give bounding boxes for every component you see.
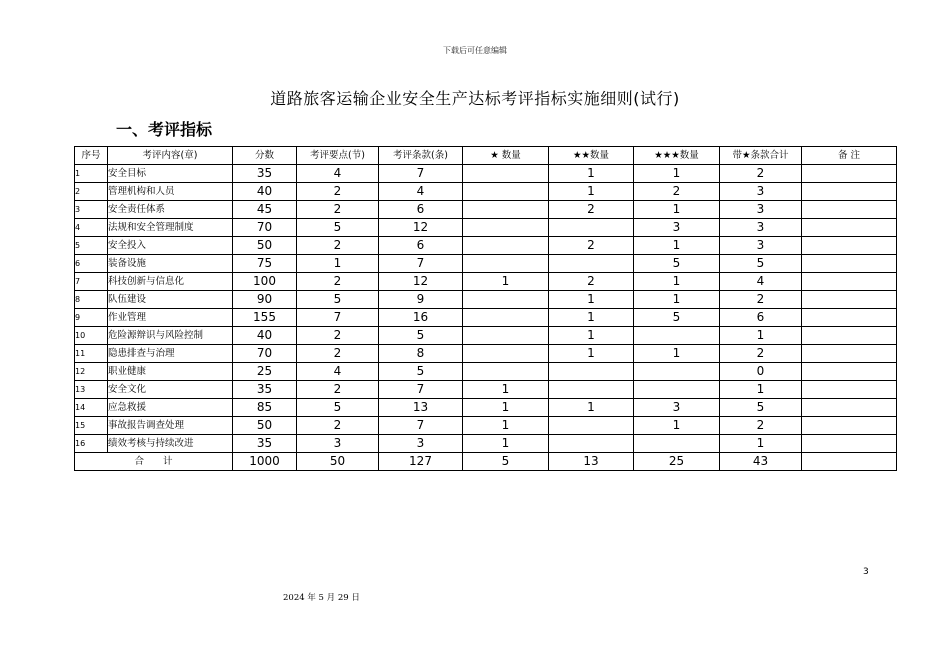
cell-s1 bbox=[463, 219, 549, 237]
cell-clauses: 6 bbox=[379, 201, 463, 219]
cell-s2 bbox=[549, 363, 634, 381]
cell-clauses: 8 bbox=[379, 345, 463, 363]
cell-total: 2 bbox=[720, 291, 802, 309]
cell-s1 bbox=[463, 327, 549, 345]
cell-note bbox=[802, 255, 897, 273]
cell-clauses: 12 bbox=[379, 273, 463, 291]
table-row bbox=[75, 201, 897, 219]
cell-total: 1 bbox=[720, 381, 802, 399]
cell-points: 2 bbox=[297, 237, 379, 255]
header-note: 下载后可任意编辑 bbox=[443, 46, 507, 55]
row-number: 14 bbox=[75, 399, 108, 417]
cell-score: 75 bbox=[233, 255, 297, 273]
cell-s2: 2 bbox=[549, 237, 634, 255]
cell-points: 4 bbox=[297, 165, 379, 183]
cell-s3: 1 bbox=[634, 165, 720, 183]
total-note bbox=[802, 453, 897, 471]
total-label: 合 计 bbox=[75, 453, 233, 471]
cell-s1: 1 bbox=[463, 417, 549, 435]
cell-s2: 1 bbox=[549, 327, 634, 345]
cell-note bbox=[802, 345, 897, 363]
cell-total: 1 bbox=[720, 435, 802, 453]
cell-note bbox=[802, 273, 897, 291]
table-row bbox=[75, 165, 897, 183]
row-content-name: 队伍建设 bbox=[108, 291, 233, 309]
cell-s2: 1 bbox=[549, 291, 634, 309]
cell-total: 2 bbox=[720, 165, 802, 183]
row-number: 8 bbox=[75, 291, 108, 309]
cell-note bbox=[802, 219, 897, 237]
cell-note bbox=[802, 183, 897, 201]
cell-total: 3 bbox=[720, 237, 802, 255]
total-s2: 13 bbox=[549, 453, 634, 471]
cell-clauses: 6 bbox=[379, 237, 463, 255]
cell-score: 155 bbox=[233, 309, 297, 327]
total-s3: 25 bbox=[634, 453, 720, 471]
cell-score: 70 bbox=[233, 219, 297, 237]
date-line: 2024 年 5 月 29 日 bbox=[283, 593, 360, 603]
column-header: ★★数量 bbox=[549, 147, 634, 165]
cell-clauses: 4 bbox=[379, 183, 463, 201]
cell-s1 bbox=[463, 201, 549, 219]
row-content-name: 安全投入 bbox=[108, 237, 233, 255]
cell-s3 bbox=[634, 381, 720, 399]
cell-total: 5 bbox=[720, 399, 802, 417]
cell-total: 2 bbox=[720, 417, 802, 435]
table-row bbox=[75, 381, 897, 399]
row-number: 7 bbox=[75, 273, 108, 291]
cell-s3: 3 bbox=[634, 399, 720, 417]
row-content-name: 安全责任体系 bbox=[108, 201, 233, 219]
cell-s2: 2 bbox=[549, 201, 634, 219]
row-number: 1 bbox=[75, 165, 108, 183]
cell-s3: 5 bbox=[634, 309, 720, 327]
table-row bbox=[75, 237, 897, 255]
cell-note bbox=[802, 417, 897, 435]
cell-clauses: 5 bbox=[379, 363, 463, 381]
column-header: 备 注 bbox=[802, 147, 897, 165]
total-points: 50 bbox=[297, 453, 379, 471]
column-header: 考评条款(条) bbox=[379, 147, 463, 165]
cell-s1 bbox=[463, 183, 549, 201]
cell-note bbox=[802, 363, 897, 381]
cell-score: 100 bbox=[233, 273, 297, 291]
cell-clauses: 12 bbox=[379, 219, 463, 237]
cell-s3: 1 bbox=[634, 273, 720, 291]
cell-total: 4 bbox=[720, 273, 802, 291]
row-number: 9 bbox=[75, 309, 108, 327]
cell-points: 5 bbox=[297, 219, 379, 237]
row-number: 16 bbox=[75, 435, 108, 453]
column-header: ★ 数量 bbox=[463, 147, 549, 165]
cell-s2: 1 bbox=[549, 183, 634, 201]
cell-s2 bbox=[549, 435, 634, 453]
cell-s1 bbox=[463, 255, 549, 273]
cell-note bbox=[802, 309, 897, 327]
cell-s1 bbox=[463, 363, 549, 381]
cell-note bbox=[802, 165, 897, 183]
column-header: 考评要点(节) bbox=[297, 147, 379, 165]
cell-s1 bbox=[463, 165, 549, 183]
total-row bbox=[75, 453, 897, 471]
cell-total: 3 bbox=[720, 183, 802, 201]
row-number: 11 bbox=[75, 345, 108, 363]
cell-note bbox=[802, 399, 897, 417]
row-number: 15 bbox=[75, 417, 108, 435]
cell-note bbox=[802, 435, 897, 453]
total-clauses: 127 bbox=[379, 453, 463, 471]
cell-clauses: 16 bbox=[379, 309, 463, 327]
row-number: 3 bbox=[75, 201, 108, 219]
table-row bbox=[75, 183, 897, 201]
column-header: 序号 bbox=[75, 147, 108, 165]
cell-points: 2 bbox=[297, 201, 379, 219]
cell-note bbox=[802, 201, 897, 219]
cell-s3: 1 bbox=[634, 291, 720, 309]
table-row bbox=[75, 435, 897, 453]
cell-score: 70 bbox=[233, 345, 297, 363]
cell-note bbox=[802, 381, 897, 399]
cell-points: 2 bbox=[297, 381, 379, 399]
cell-s2 bbox=[549, 417, 634, 435]
cell-score: 50 bbox=[233, 417, 297, 435]
table-row bbox=[75, 363, 897, 381]
cell-s3: 3 bbox=[634, 219, 720, 237]
cell-score: 35 bbox=[233, 165, 297, 183]
cell-s2 bbox=[549, 381, 634, 399]
cell-s1 bbox=[463, 237, 549, 255]
cell-s2: 1 bbox=[549, 165, 634, 183]
cell-clauses: 13 bbox=[379, 399, 463, 417]
cell-points: 2 bbox=[297, 345, 379, 363]
cell-points: 7 bbox=[297, 309, 379, 327]
document-title: 道路旅客运输企业安全生产达标考评指标实施细则(试行) bbox=[270, 89, 680, 108]
cell-score: 25 bbox=[233, 363, 297, 381]
table-row bbox=[75, 399, 897, 417]
row-content-name: 职业健康 bbox=[108, 363, 233, 381]
table-row bbox=[75, 291, 897, 309]
cell-points: 2 bbox=[297, 417, 379, 435]
row-content-name: 危险源辩识与风险控制 bbox=[108, 327, 233, 345]
cell-note bbox=[802, 291, 897, 309]
row-content-name: 事故报告调查处理 bbox=[108, 417, 233, 435]
cell-points: 5 bbox=[297, 291, 379, 309]
table-row bbox=[75, 327, 897, 345]
cell-s2: 1 bbox=[549, 345, 634, 363]
cell-clauses: 7 bbox=[379, 381, 463, 399]
cell-points: 1 bbox=[297, 255, 379, 273]
table-row bbox=[75, 417, 897, 435]
table-header-row bbox=[75, 147, 897, 165]
cell-clauses: 7 bbox=[379, 417, 463, 435]
cell-s3 bbox=[634, 435, 720, 453]
row-content-name: 法规和安全管理制度 bbox=[108, 219, 233, 237]
table-row bbox=[75, 309, 897, 327]
page-number: 3 bbox=[863, 567, 869, 577]
cell-s3 bbox=[634, 327, 720, 345]
total-score: 1000 bbox=[233, 453, 297, 471]
cell-points: 5 bbox=[297, 399, 379, 417]
cell-s2 bbox=[549, 219, 634, 237]
row-content-name: 应急救援 bbox=[108, 399, 233, 417]
row-content-name: 作业管理 bbox=[108, 309, 233, 327]
row-number: 4 bbox=[75, 219, 108, 237]
cell-points: 2 bbox=[297, 327, 379, 345]
section-title: 一、考评指标 bbox=[116, 120, 213, 139]
table-row bbox=[75, 345, 897, 363]
row-content-name: 绩效考核与持续改进 bbox=[108, 435, 233, 453]
cell-total: 6 bbox=[720, 309, 802, 327]
cell-score: 45 bbox=[233, 201, 297, 219]
cell-s3: 5 bbox=[634, 255, 720, 273]
cell-s3: 1 bbox=[634, 417, 720, 435]
row-content-name: 安全文化 bbox=[108, 381, 233, 399]
row-number: 5 bbox=[75, 237, 108, 255]
table-row bbox=[75, 273, 897, 291]
cell-score: 35 bbox=[233, 435, 297, 453]
row-number: 6 bbox=[75, 255, 108, 273]
row-content-name: 装备设施 bbox=[108, 255, 233, 273]
cell-clauses: 7 bbox=[379, 165, 463, 183]
cell-s2 bbox=[549, 255, 634, 273]
cell-points: 3 bbox=[297, 435, 379, 453]
row-number: 12 bbox=[75, 363, 108, 381]
row-content-name: 管理机构和人员 bbox=[108, 183, 233, 201]
cell-total: 5 bbox=[720, 255, 802, 273]
cell-note bbox=[802, 237, 897, 255]
cell-clauses: 3 bbox=[379, 435, 463, 453]
cell-s2: 1 bbox=[549, 309, 634, 327]
table-row bbox=[75, 255, 897, 273]
cell-score: 90 bbox=[233, 291, 297, 309]
column-header: 考评内容(章) bbox=[108, 147, 233, 165]
cell-s1 bbox=[463, 309, 549, 327]
row-number: 10 bbox=[75, 327, 108, 345]
cell-score: 35 bbox=[233, 381, 297, 399]
cell-s1: 1 bbox=[463, 399, 549, 417]
cell-s2: 1 bbox=[549, 399, 634, 417]
cell-score: 85 bbox=[233, 399, 297, 417]
row-content-name: 科技创新与信息化 bbox=[108, 273, 233, 291]
total-s1: 5 bbox=[463, 453, 549, 471]
cell-total: 0 bbox=[720, 363, 802, 381]
row-content-name: 安全目标 bbox=[108, 165, 233, 183]
row-number: 13 bbox=[75, 381, 108, 399]
cell-total: 1 bbox=[720, 327, 802, 345]
row-number: 2 bbox=[75, 183, 108, 201]
cell-score: 40 bbox=[233, 327, 297, 345]
column-header: 带★条款合计 bbox=[720, 147, 802, 165]
cell-s1: 1 bbox=[463, 273, 549, 291]
cell-clauses: 9 bbox=[379, 291, 463, 309]
row-content-name: 隐患排查与治理 bbox=[108, 345, 233, 363]
cell-score: 50 bbox=[233, 237, 297, 255]
table-row bbox=[75, 219, 897, 237]
cell-s3: 1 bbox=[634, 345, 720, 363]
cell-s1: 1 bbox=[463, 435, 549, 453]
cell-points: 2 bbox=[297, 183, 379, 201]
cell-s1: 1 bbox=[463, 381, 549, 399]
evaluation-table bbox=[74, 146, 897, 471]
cell-s3: 1 bbox=[634, 201, 720, 219]
column-header: 分数 bbox=[233, 147, 297, 165]
cell-points: 2 bbox=[297, 273, 379, 291]
cell-clauses: 7 bbox=[379, 255, 463, 273]
cell-total: 3 bbox=[720, 219, 802, 237]
cell-s3: 2 bbox=[634, 183, 720, 201]
cell-note bbox=[802, 327, 897, 345]
cell-points: 4 bbox=[297, 363, 379, 381]
total-total: 43 bbox=[720, 453, 802, 471]
cell-score: 40 bbox=[233, 183, 297, 201]
cell-clauses: 5 bbox=[379, 327, 463, 345]
cell-s3: 1 bbox=[634, 237, 720, 255]
cell-s3 bbox=[634, 363, 720, 381]
cell-s2: 2 bbox=[549, 273, 634, 291]
column-header: ★★★数量 bbox=[634, 147, 720, 165]
cell-total: 2 bbox=[720, 345, 802, 363]
cell-s1 bbox=[463, 345, 549, 363]
cell-s1 bbox=[463, 291, 549, 309]
cell-total: 3 bbox=[720, 201, 802, 219]
